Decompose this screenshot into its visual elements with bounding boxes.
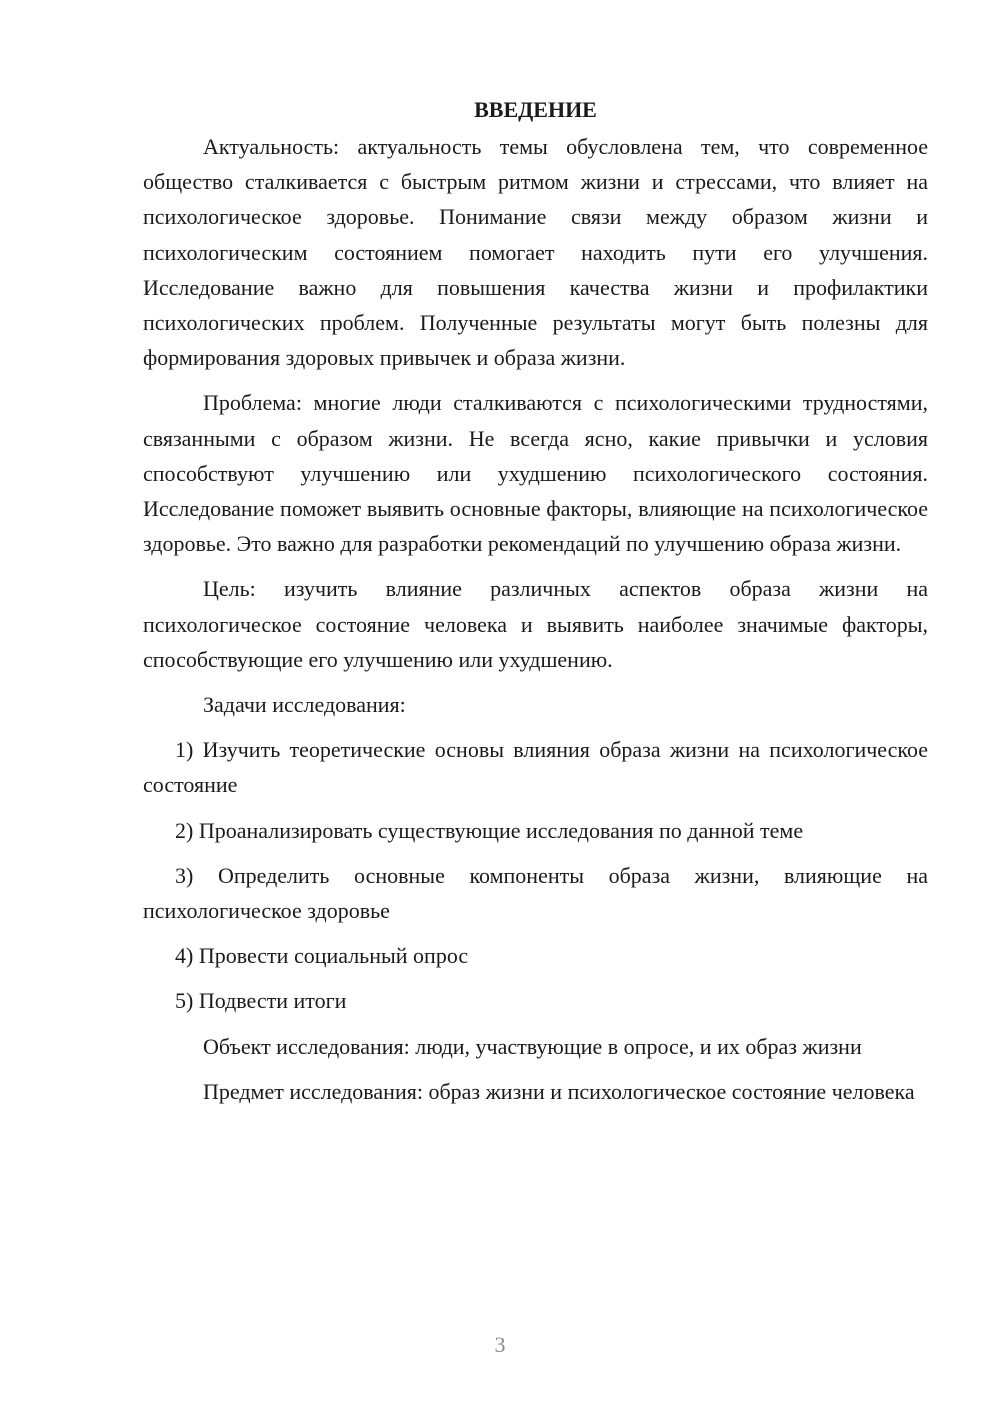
section-heading: ВВЕДЕНИЕ	[474, 97, 597, 122]
task-item: 4) Провести социальный опрос	[175, 943, 469, 969]
paragraph-subject: Предмет исследования: образ жизни и психологическое состояние человека	[203, 1078, 915, 1104]
paragraph-object: Объект исследования: люди, участвующие в опросе, и их образ жизни	[203, 1033, 862, 1059]
task-item: 1) Изучить теоретические основы влияния образа жизни на психологическое состояние	[143, 737, 928, 798]
document-page	[143, 92, 928, 1119]
page-number: 3	[494, 1332, 506, 1357]
task-item: 3) Определить основные компоненты образа жизни, влияющие на психологическое здоровье	[143, 862, 928, 924]
task-item: 5) Подвести итоги	[175, 988, 347, 1014]
paragraph-relevance: Актуальность: актуальность темы обусловлена тем, что современное общество сталкивается с быстрым ритмом жизни и стрессами, что влияет на психологическое здоровье. Понимание связи между образом жизни и психологическим состоянием помогает находить пути его улучшения. Исследование важно для повышения качества жизни и профилактики психологических проблем. Полученные результаты могут быть полезны для формирования здоровых привычек и образа жизни.	[143, 134, 928, 371]
paragraph-goal: Цель: изучить влияние различных аспектов образа жизни на психологическое состояние человека и выявить наиболее значимые факторы, способствующие его улучшению или ухудшению.	[143, 576, 928, 672]
tasks-title: Задачи исследования:	[203, 692, 406, 718]
task-item: 2) Проанализировать существующие исследования по данной теме	[175, 817, 804, 843]
paragraph-problem: Проблема: многие люди сталкиваются с психологическими трудностями, связанными с образом жизни. Не всегда ясно, какие привычки и условия способствуют улучшению или ухудшению психологического состояния. Исследование поможет выявить основные факторы, влияющие на психологическое здоровье. Это важно для разработки рекомендаций по улучшению образа жизни.	[143, 390, 928, 557]
